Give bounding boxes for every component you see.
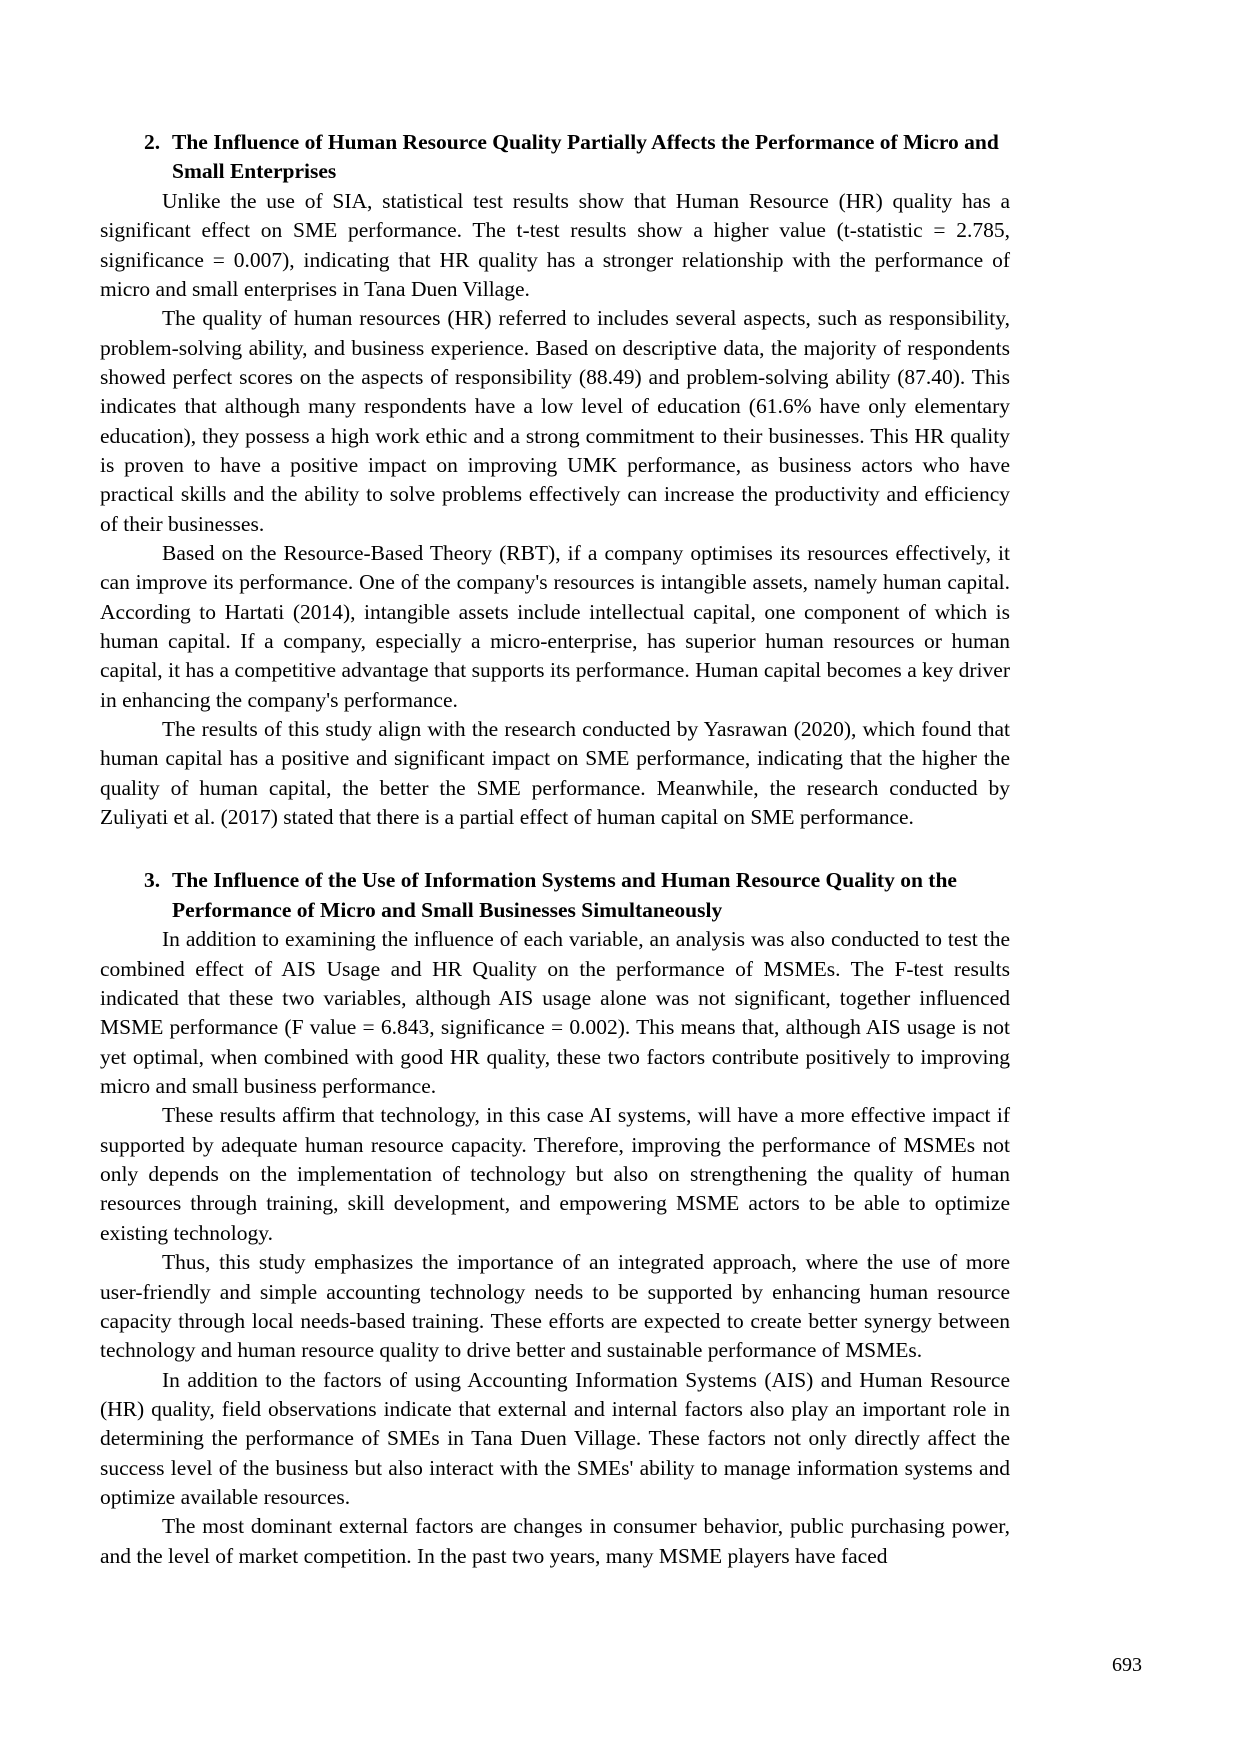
paragraph: Based on the Resource-Based Theory (RBT), if a company optimises its resources effectively, it can improve its performance. One of the company's resources is intangible assets, namely human capital. According to Hartati (2014), intangible assets include intellectual capital, one component of which is human capital. If a company, especially a micro-enterprise, has superior human resources or human capital, it has a competitive advantage that supports its performance. Human capital becomes a key driver in enhancing the company's performance.: [100, 541, 1010, 712]
paragraph: In addition to the factors of using Accounting Information Systems (AIS) and Human Resource (HR) quality, field observations indicate that external and internal factors also play an important role in determining the performance of SMEs in Tana Duen Village. These factors not only directly affect the success level of the business but also interact with the SMEs' ability to manage information systems and optimize available resources.: [100, 1367, 1010, 1509]
section-heading-2: [100, 128, 1010, 187]
paragraph: The most dominant external factors are changes in consumer behavior, public purchasing power, and the level of market competition. In the past two years, many MSME players have faced: [100, 1514, 1010, 1568]
paragraph: In addition to examining the influence of each variable, an analysis was also conducted to test the combined effect of AIS Usage and HR Quality on the performance of MSMEs. The F-test results indicated that these two variables, although AIS usage alone was not significant, together influenced MSME performance (F value = 6.843, significance = 0.002). This means that, although AIS usage is not yet optimal, when combined with good HR quality, these two factors contribute positively to improving micro and small business performance.: [100, 927, 1010, 1099]
paragraph: The quality of human resources (HR) referred to includes several aspects, such as responsibility, problem-solving ability, and business experience. Based on descriptive data, the majority of respondents showed perfect scores on the aspects of responsibility (88.49) and problem-solving ability (87.40). This indicates that although many respondents have a low level of education (61.6% have only elementary education), they possess a high work ethic and a strong commitment to their businesses. This HR quality is proven to have a positive impact on improving UMK performance, as business actors who have practical skills and the ability to solve problems effectively can increase the productivity and efficiency of their businesses.: [100, 306, 1010, 536]
paragraph: These results affirm that technology, in this case AI systems, will have a more effective impact if supported by adequate human resource capacity. Therefore, improving the performance of MSMEs not only depends on the implementation of technology but also on strengthening the quality of human resources through training, skill development, and empowering MSME actors to be able to optimize existing technology.: [100, 1103, 1010, 1245]
section-title-2: The Influence of Human Resource Quality Partially Affects the Performance of Micro and Small Enterprises: [172, 130, 999, 184]
section-number-2: 2.: [144, 130, 161, 154]
section-heading-3: [100, 866, 1010, 925]
section-spacer: [100, 832, 1010, 866]
paragraph: The results of this study align with the research conducted by Yasrawan (2020), which found that human capital has a positive and significant impact on SME performance, indicating that the higher the quality of human capital, the better the SME performance. Meanwhile, the research conducted by Zuliyati et al. (2017) stated that there is a partial effect of human capital on SME performance.: [100, 717, 1010, 830]
paragraph: Thus, this study emphasizes the importance of an integrated approach, where the use of more user-friendly and simple accounting technology needs to be supported by enhancing human resource capacity through local needs-based training. These efforts are expected to create better synergy between technology and human resource quality to drive better and sustainable performance of MSMEs.: [100, 1250, 1010, 1363]
page-number: 693: [1112, 1654, 1142, 1676]
page-content: [100, 128, 1010, 1571]
paragraph: Unlike the use of SIA, statistical test results show that Human Resource (HR) quality has a significant effect on SME performance. The t-test results show a higher value (t-statistic = 2.785, significance = 0.007), indicating that HR quality has a stronger relationship with the performance of micro and small enterprises in Tana Duen Village.: [100, 188, 1010, 301]
section-title-3: The Influence of the Use of Information Systems and Human Resource Quality on the Performance of Micro and Small Businesses Simultaneously: [172, 868, 957, 922]
section-number-3: 3.: [144, 868, 161, 893]
